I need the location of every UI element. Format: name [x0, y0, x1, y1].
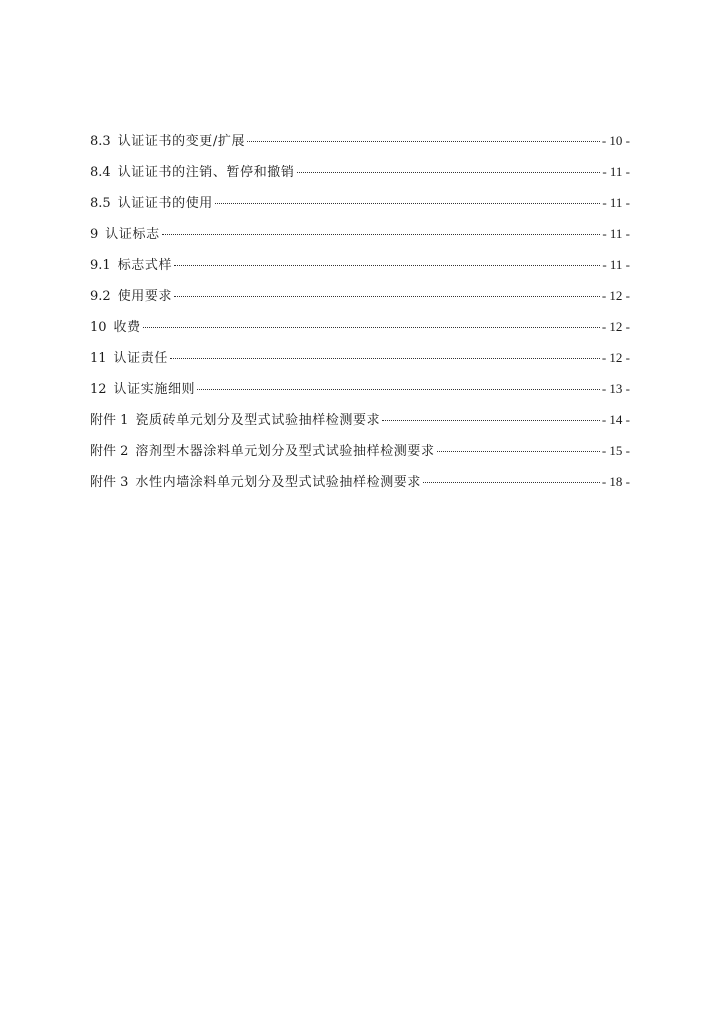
toc-dot-leader [423, 481, 600, 483]
toc-entry-8-3[interactable] [90, 125, 630, 156]
toc-entry-number: 10 [90, 320, 107, 335]
toc-dot-leader [197, 388, 600, 390]
toc-entry-page: - 14 - [601, 412, 630, 427]
toc-entry-title: 认证证书的注销、暂停和撤销 [117, 165, 295, 180]
toc-entry-title: 认证证书的变更/扩展 [117, 134, 246, 149]
toc-entry-number: 8.5 [90, 196, 111, 211]
toc-entry-number: 附件 3 [90, 475, 129, 490]
table-of-contents [90, 125, 630, 497]
toc-entry-number: 附件 2 [90, 444, 129, 459]
toc-entry-number: 9 [90, 227, 99, 242]
toc-entry-9-1[interactable] [90, 249, 630, 280]
toc-entry-page: - 18 - [601, 474, 630, 489]
toc-dot-leader [174, 295, 600, 297]
toc-entry-title: 水性内墙涂料单元划分及型式试验抽样检测要求 [135, 475, 422, 490]
toc-entry-12[interactable] [90, 373, 630, 404]
toc-entry-title: 标志式样 [117, 258, 173, 273]
toc-entry-title: 认证实施细则 [113, 382, 196, 397]
toc-dot-leader [143, 326, 600, 328]
toc-dot-leader [162, 233, 601, 235]
toc-dot-leader [382, 419, 600, 421]
toc-entry-page: - 12 - [601, 319, 630, 334]
toc-entry-title: 溶剂型木器涂料单元划分及型式试验抽样检测要求 [135, 444, 435, 459]
toc-entry-9-2[interactable] [90, 280, 630, 311]
toc-entry-title: 瓷质砖单元划分及型式试验抽样检测要求 [135, 413, 381, 428]
toc-entry-number: 9.2 [90, 289, 111, 304]
toc-entry-11[interactable] [90, 342, 630, 373]
toc-entry-title: 收费 [113, 320, 141, 335]
toc-entry-number: 9.1 [90, 258, 111, 273]
toc-entry-title: 使用要求 [117, 289, 173, 304]
toc-entry-number: 8.4 [90, 165, 111, 180]
toc-entry-page: - 11 - [602, 257, 630, 272]
toc-entry-number: 12 [90, 382, 107, 397]
toc-dot-leader [170, 357, 600, 359]
toc-entry-page: - 11 - [602, 164, 630, 179]
toc-entry-appendix-3[interactable] [90, 466, 630, 497]
toc-dot-leader [247, 140, 600, 142]
toc-dot-leader [437, 450, 600, 452]
toc-entry-8-4[interactable] [90, 156, 630, 187]
toc-entry-page: - 11 - [602, 195, 630, 210]
toc-entry-10[interactable] [90, 311, 630, 342]
toc-entry-number: 附件 1 [90, 413, 129, 428]
toc-entry-title: 认证责任 [113, 351, 168, 366]
toc-entry-page: - 10 - [601, 133, 630, 148]
toc-entry-page: - 12 - [601, 350, 630, 365]
toc-entry-9[interactable] [90, 218, 630, 249]
toc-entry-page: - 11 - [602, 226, 630, 241]
toc-dot-leader [297, 171, 601, 173]
toc-entry-8-5[interactable] [90, 187, 630, 218]
toc-entry-number: 8.3 [90, 134, 111, 149]
toc-entry-title: 认证标志 [105, 227, 160, 242]
toc-entry-number: 11 [90, 351, 107, 366]
toc-dot-leader [174, 264, 600, 266]
toc-entry-title: 认证证书的使用 [117, 196, 213, 211]
toc-entry-page: - 12 - [601, 288, 630, 303]
toc-entry-page: - 13 - [601, 381, 630, 396]
toc-entry-appendix-2[interactable] [90, 435, 630, 466]
toc-entry-appendix-1[interactable] [90, 404, 630, 435]
toc-dot-leader [215, 202, 600, 204]
toc-entry-page: - 15 - [601, 443, 630, 458]
